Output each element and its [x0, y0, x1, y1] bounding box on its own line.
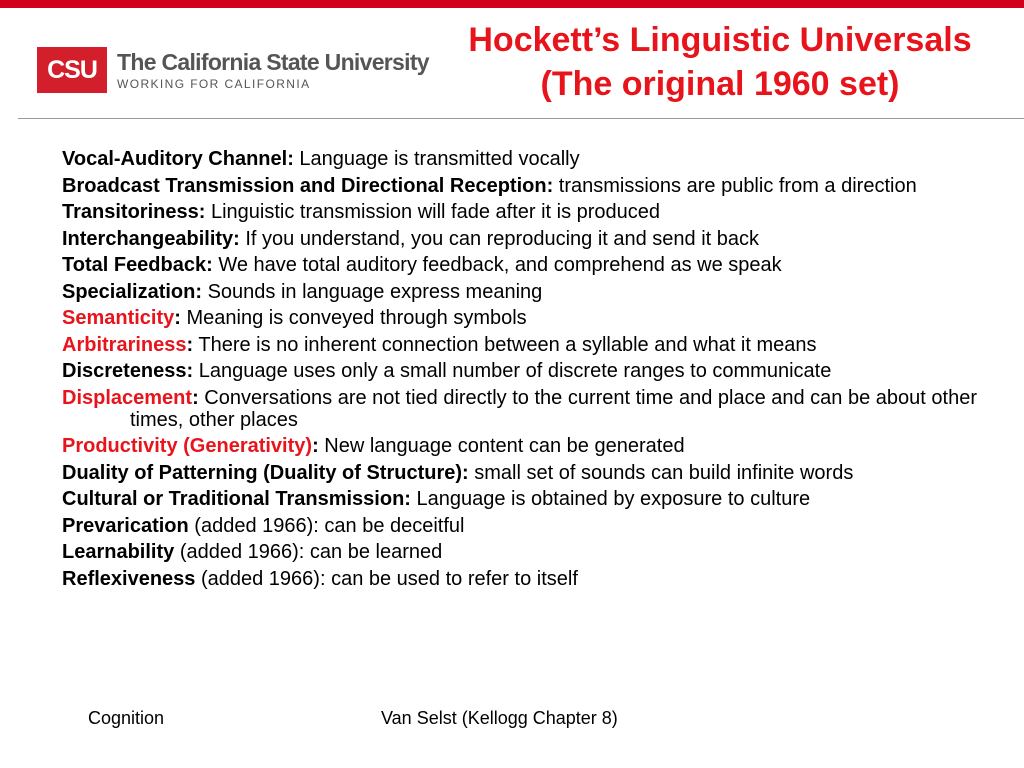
slide-title-line-1: Hockett’s Linguistic Universals: [468, 21, 972, 59]
item-term: Transitoriness:: [62, 201, 206, 223]
item-desc: (added 1966): can be learned: [174, 541, 443, 563]
list-item-duality-of-patterning: [62, 462, 1012, 484]
csu-logo-name: The California State University: [117, 49, 429, 75]
csu-logo-mark: CSU: [37, 47, 107, 93]
slide-title: [420, 18, 1020, 106]
list-item-total-feedback: [62, 254, 1012, 276]
list-item-broadcast: [62, 175, 1012, 197]
header-divider: [18, 118, 1024, 119]
item-desc: If you understand, you can reproducing it and send it back: [239, 227, 760, 250]
list-item-displacement: [62, 387, 1012, 431]
item-term: Broadcast Transmission and Directional Reception:: [62, 174, 554, 197]
top-accent-bar: [0, 0, 1024, 8]
item-desc: Conversations are not tied directly to the current time and place and can be about other times, other places: [130, 386, 977, 431]
item-desc: Language uses only a small number of discrete ranges to communicate: [193, 360, 832, 382]
list-item-prevarication: [62, 515, 1012, 537]
item-term: Total Feedback:: [62, 254, 213, 276]
item-term-highlighted: Arbitrariness: [62, 333, 187, 356]
csu-logo: [37, 47, 429, 93]
item-desc: (added 1966): can be used to refer to itself: [195, 567, 578, 590]
item-desc: New language content can be generated: [318, 435, 685, 457]
item-term-colon: :: [192, 386, 199, 409]
item-term: Duality of Patterning (Duality of Structure):: [62, 461, 469, 484]
list-item-reflexiveness: [62, 568, 1012, 590]
item-desc: Linguistic transmission will fade after it is produced: [205, 201, 661, 223]
item-term-highlighted: Displacement: [62, 386, 193, 409]
item-desc: There is no inherent connection between a syllable and what it means: [193, 333, 817, 356]
footer-course: Cognition: [88, 708, 165, 728]
item-desc: transmissions are public from a direction: [553, 174, 917, 197]
footer-author: Van Selst (Kellogg Chapter 8): [381, 708, 618, 728]
list-item-transitoriness: [62, 201, 1012, 223]
item-term: Specialization:: [62, 280, 203, 303]
list-item-vocal-auditory: [62, 148, 1012, 170]
item-desc: We have total auditory feedback, and comprehend as we speak: [212, 254, 782, 276]
item-desc: small set of sounds can build infinite words: [468, 461, 854, 484]
item-term-colon: :: [312, 435, 319, 457]
item-term: Interchangeability:: [62, 227, 240, 250]
list-item-arbitrariness: [62, 334, 1012, 356]
universals-list: [62, 148, 1012, 594]
list-item-specialization: [62, 281, 1012, 303]
item-term: Cultural or Traditional Transmission:: [62, 488, 411, 510]
list-item-semanticity: [62, 307, 1012, 329]
list-item-cultural-transmission: [62, 488, 1012, 510]
item-term: Discreteness:: [62, 360, 194, 382]
slide-title-line-2: (The original 1960 set): [540, 65, 900, 103]
item-term: Learnability: [62, 541, 175, 563]
item-desc: Sounds in language express meaning: [202, 280, 543, 303]
csu-logo-text: [117, 49, 429, 91]
item-desc: Language is obtained by exposure to culture: [410, 488, 811, 510]
item-term-highlighted: Semanticity: [62, 307, 175, 329]
list-item-discreteness: [62, 360, 1012, 382]
list-item-interchangeability: [62, 228, 1012, 250]
list-item-learnability: [62, 541, 1012, 563]
item-term-highlighted: Productivity (Generativity): [62, 435, 313, 457]
item-desc: Language is transmitted vocally: [293, 148, 580, 170]
item-desc: (added 1966): can be deceitful: [188, 514, 465, 537]
item-term: Reflexiveness: [62, 567, 196, 590]
item-desc: Meaning is conveyed through symbols: [180, 307, 527, 329]
item-term-colon: :: [186, 333, 194, 356]
csu-logo-tagline: WORKING FOR CALIFORNIA: [117, 77, 311, 91]
list-item-productivity: [62, 435, 1012, 457]
item-term: Vocal-Auditory Channel:: [62, 148, 294, 170]
item-term-colon: :: [174, 307, 181, 329]
item-term: Prevarication: [62, 514, 189, 537]
